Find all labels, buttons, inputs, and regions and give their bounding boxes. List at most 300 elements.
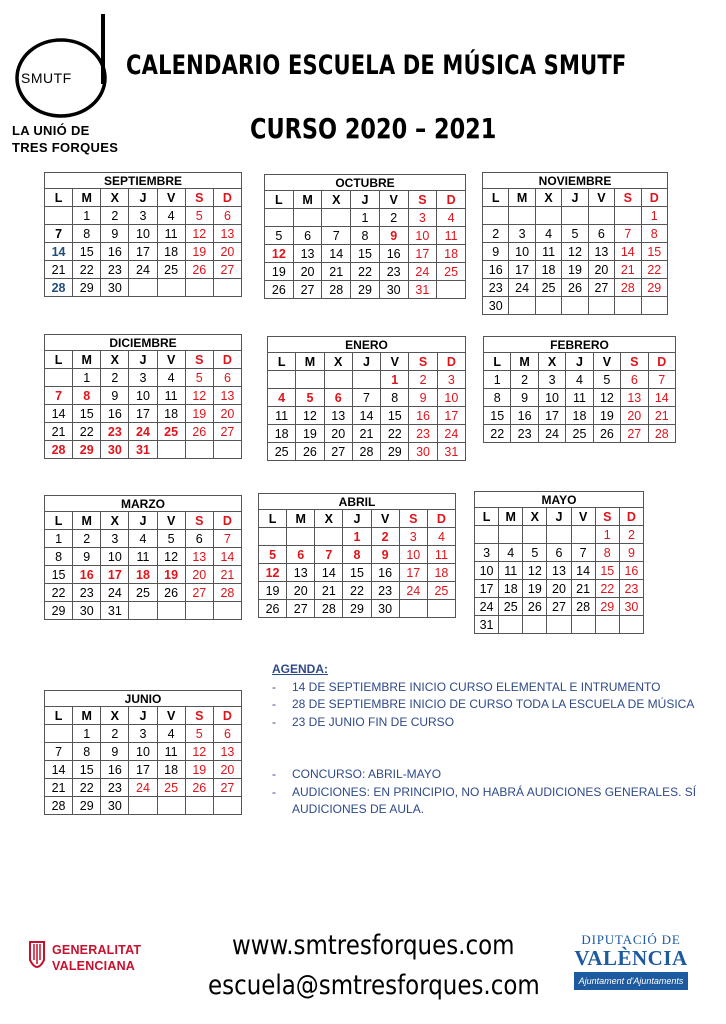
day-cell: 22 xyxy=(381,425,409,443)
weekday-header: L xyxy=(45,189,73,207)
logo-name-line2: TRES FORQUES xyxy=(12,140,119,155)
day-cell: 26 xyxy=(185,261,213,279)
weekday-header: X xyxy=(535,189,561,207)
day-cell: 12 xyxy=(523,562,547,580)
day-cell: 5 xyxy=(259,546,287,564)
weekday-header: D xyxy=(213,707,241,725)
weekday-header: V xyxy=(593,353,620,371)
day-cell: 10 xyxy=(129,225,157,243)
weekday-header: J xyxy=(566,353,593,371)
day-cell: 28 xyxy=(571,598,595,616)
day-cell: 4 xyxy=(437,209,466,227)
day-cell: 11 xyxy=(427,546,455,564)
day-cell: 26 xyxy=(157,584,185,602)
music-note-logo-icon xyxy=(6,6,146,126)
day-cell: 21 xyxy=(615,261,641,279)
day-cell: 1 xyxy=(351,209,380,227)
day-cell xyxy=(499,526,523,544)
day-cell: 23 xyxy=(483,279,509,297)
day-cell: 14 xyxy=(571,562,595,580)
day-cell: 24 xyxy=(129,423,157,441)
day-cell xyxy=(213,279,241,297)
day-cell: 3 xyxy=(129,369,157,387)
day-cell: 16 xyxy=(101,243,129,261)
day-cell: 3 xyxy=(101,530,129,548)
calendar-january xyxy=(267,336,466,461)
calendar-october xyxy=(264,174,466,299)
day-cell: 2 xyxy=(101,369,129,387)
day-cell: 16 xyxy=(73,566,101,584)
day-cell: 9 xyxy=(101,743,129,761)
day-cell: 9 xyxy=(511,389,538,407)
weekday-header: S xyxy=(595,508,619,526)
day-cell: 16 xyxy=(511,407,538,425)
day-cell: 21 xyxy=(45,261,73,279)
day-cell: 30 xyxy=(101,797,129,815)
day-cell: 11 xyxy=(157,743,185,761)
day-cell: 21 xyxy=(322,263,351,281)
day-cell xyxy=(523,616,547,634)
day-cell: 12 xyxy=(185,225,213,243)
day-cell: 25 xyxy=(268,443,296,461)
day-cell: 14 xyxy=(352,407,380,425)
day-cell xyxy=(483,207,509,225)
day-cell: 23 xyxy=(409,425,437,443)
day-cell: 17 xyxy=(129,405,157,423)
weekday-header: J xyxy=(129,512,157,530)
day-cell: 13 xyxy=(324,407,352,425)
day-cell xyxy=(615,207,641,225)
weekday-header: X xyxy=(101,707,129,725)
day-cell xyxy=(129,279,157,297)
day-cell: 21 xyxy=(213,566,241,584)
day-cell: 12 xyxy=(562,243,588,261)
day-cell: 8 xyxy=(351,227,380,245)
day-cell: 21 xyxy=(571,580,595,598)
day-cell: 9 xyxy=(379,227,408,245)
day-cell: 26 xyxy=(185,779,213,797)
day-cell: 2 xyxy=(409,371,437,389)
day-cell: 14 xyxy=(315,564,343,582)
weekday-header: D xyxy=(213,351,241,369)
weekday-header: V xyxy=(588,189,614,207)
generalitat-emblem-icon xyxy=(26,938,48,978)
day-cell: 11 xyxy=(535,243,561,261)
day-cell: 16 xyxy=(379,245,408,263)
day-cell: 1 xyxy=(381,371,409,389)
day-cell xyxy=(475,526,499,544)
day-cell: 4 xyxy=(157,207,185,225)
day-cell: 2 xyxy=(101,725,129,743)
calendar-june xyxy=(44,690,242,815)
day-cell: 21 xyxy=(45,779,73,797)
weekday-header: D xyxy=(437,353,465,371)
weekday-header: D xyxy=(427,510,455,528)
day-cell: 10 xyxy=(101,548,129,566)
day-cell: 3 xyxy=(129,725,157,743)
day-cell xyxy=(129,797,157,815)
day-cell: 21 xyxy=(315,582,343,600)
day-cell xyxy=(129,602,157,620)
smutf-logo xyxy=(6,6,146,156)
day-cell: 19 xyxy=(593,407,620,425)
day-cell: 17 xyxy=(129,243,157,261)
day-cell: 20 xyxy=(324,425,352,443)
day-cell: 29 xyxy=(73,279,101,297)
month-name: SEPTIEMBRE xyxy=(45,173,242,189)
day-cell: 22 xyxy=(343,582,371,600)
day-cell: 16 xyxy=(101,761,129,779)
month-name: OCTUBRE xyxy=(265,175,466,191)
day-cell: 25 xyxy=(566,425,593,443)
day-cell: 12 xyxy=(296,407,324,425)
day-cell: 26 xyxy=(259,600,287,618)
weekday-header: X xyxy=(538,353,565,371)
day-cell xyxy=(641,297,667,315)
weekday-header: D xyxy=(437,191,466,209)
day-cell: 22 xyxy=(73,779,101,797)
day-cell: 23 xyxy=(101,423,129,441)
month-name: MAYO xyxy=(475,492,644,508)
day-cell xyxy=(287,528,315,546)
month-name: NOVIEMBRE xyxy=(483,173,668,189)
weekday-header: M xyxy=(511,353,538,371)
weekday-header: D xyxy=(619,508,643,526)
day-cell xyxy=(352,371,380,389)
day-cell: 11 xyxy=(499,562,523,580)
day-cell xyxy=(157,797,185,815)
day-cell: 26 xyxy=(523,598,547,616)
day-cell: 9 xyxy=(619,544,643,562)
day-cell xyxy=(619,616,643,634)
day-cell: 19 xyxy=(523,580,547,598)
diputacio-valencia-logo xyxy=(566,928,696,994)
day-cell xyxy=(535,207,561,225)
day-cell: 10 xyxy=(399,546,427,564)
weekday-header: S xyxy=(185,512,213,530)
day-cell: 4 xyxy=(268,389,296,407)
day-cell: 24 xyxy=(408,263,437,281)
weekday-header: J xyxy=(562,189,588,207)
day-cell xyxy=(571,616,595,634)
day-cell: 14 xyxy=(45,243,73,261)
weekday-header: M xyxy=(296,353,324,371)
weekday-header: M xyxy=(287,510,315,528)
day-cell: 12 xyxy=(259,564,287,582)
day-cell: 16 xyxy=(483,261,509,279)
day-cell: 16 xyxy=(101,405,129,423)
weekday-header: S xyxy=(399,510,427,528)
logo-name xyxy=(12,122,118,156)
day-cell: 25 xyxy=(157,261,185,279)
gv-line2: VALENCIANA xyxy=(52,959,136,973)
day-cell: 1 xyxy=(73,369,101,387)
day-cell: 1 xyxy=(73,207,101,225)
day-cell: 27 xyxy=(287,600,315,618)
weekday-header: S xyxy=(185,707,213,725)
day-cell xyxy=(509,297,535,315)
day-cell: 17 xyxy=(129,761,157,779)
day-cell: 21 xyxy=(352,425,380,443)
day-cell: 27 xyxy=(547,598,571,616)
day-cell: 30 xyxy=(483,297,509,315)
day-cell: 30 xyxy=(101,279,129,297)
day-cell: 13 xyxy=(588,243,614,261)
day-cell: 7 xyxy=(45,225,73,243)
day-cell: 5 xyxy=(185,369,213,387)
weekday-header: X xyxy=(315,510,343,528)
weekday-header: M xyxy=(293,191,322,209)
day-cell: 10 xyxy=(475,562,499,580)
day-cell: 24 xyxy=(475,598,499,616)
day-cell xyxy=(45,369,73,387)
day-cell: 5 xyxy=(157,530,185,548)
calendar-march xyxy=(44,495,242,620)
day-cell: 18 xyxy=(499,580,523,598)
day-cell: 15 xyxy=(641,243,667,261)
day-cell: 24 xyxy=(509,279,535,297)
day-cell: 17 xyxy=(538,407,565,425)
day-cell: 15 xyxy=(484,407,511,425)
day-cell: 1 xyxy=(73,725,101,743)
weekday-header: J xyxy=(547,508,571,526)
day-cell: 15 xyxy=(381,407,409,425)
day-cell: 5 xyxy=(562,225,588,243)
day-cell: 20 xyxy=(185,566,213,584)
day-cell: 15 xyxy=(343,564,371,582)
day-cell xyxy=(45,207,73,225)
day-cell: 3 xyxy=(538,371,565,389)
day-cell xyxy=(562,297,588,315)
day-cell: 31 xyxy=(437,443,465,461)
day-cell: 26 xyxy=(593,425,620,443)
day-cell: 6 xyxy=(213,207,241,225)
day-cell: 12 xyxy=(185,387,213,405)
day-cell: 9 xyxy=(409,389,437,407)
weekday-header: V xyxy=(157,512,185,530)
day-cell xyxy=(547,526,571,544)
day-cell: 22 xyxy=(641,261,667,279)
weekday-header: X xyxy=(101,189,129,207)
day-cell: 28 xyxy=(45,279,73,297)
month-name: DICIEMBRE xyxy=(45,335,242,351)
day-cell xyxy=(213,441,241,459)
day-cell: 7 xyxy=(213,530,241,548)
day-cell: 5 xyxy=(593,371,620,389)
day-cell: 21 xyxy=(45,423,73,441)
day-cell: 13 xyxy=(293,245,322,263)
day-cell: 18 xyxy=(157,761,185,779)
weekday-header: J xyxy=(129,351,157,369)
day-cell xyxy=(45,725,73,743)
day-cell: 4 xyxy=(427,528,455,546)
day-cell xyxy=(259,528,287,546)
day-cell xyxy=(535,297,561,315)
day-cell: 24 xyxy=(129,779,157,797)
day-cell: 7 xyxy=(315,546,343,564)
day-cell: 22 xyxy=(73,261,101,279)
day-cell: 6 xyxy=(287,546,315,564)
day-cell xyxy=(324,371,352,389)
calendar-september xyxy=(44,172,242,297)
day-cell: 20 xyxy=(213,761,241,779)
weekday-header: J xyxy=(129,189,157,207)
day-cell: 5 xyxy=(296,389,324,407)
day-cell: 17 xyxy=(475,580,499,598)
day-cell: 27 xyxy=(588,279,614,297)
day-cell: 29 xyxy=(73,797,101,815)
day-cell: 3 xyxy=(509,225,535,243)
day-cell: 13 xyxy=(185,548,213,566)
day-cell: 17 xyxy=(509,261,535,279)
day-cell: 20 xyxy=(287,582,315,600)
day-cell: 10 xyxy=(408,227,437,245)
agenda-list xyxy=(258,679,698,732)
day-cell: 2 xyxy=(371,528,399,546)
day-cell: 10 xyxy=(509,243,535,261)
month-name: ENERO xyxy=(268,337,466,353)
month-name: ABRIL xyxy=(259,494,456,510)
day-cell: 5 xyxy=(185,207,213,225)
day-cell: 20 xyxy=(213,243,241,261)
day-cell: 9 xyxy=(371,546,399,564)
day-cell: 14 xyxy=(615,243,641,261)
day-cell: 14 xyxy=(648,389,675,407)
day-cell: 26 xyxy=(296,443,324,461)
day-cell: 8 xyxy=(595,544,619,562)
page-title: CALENDARIO ESCUELA DE MÚSICA SMUTF xyxy=(126,50,627,81)
day-cell: 12 xyxy=(265,245,294,263)
day-cell: 8 xyxy=(73,225,101,243)
day-cell xyxy=(268,371,296,389)
day-cell: 29 xyxy=(641,279,667,297)
day-cell: 15 xyxy=(45,566,73,584)
day-cell: 14 xyxy=(45,405,73,423)
day-cell: 6 xyxy=(621,371,648,389)
day-cell: 18 xyxy=(535,261,561,279)
weekday-header: V xyxy=(157,351,185,369)
day-cell: 9 xyxy=(101,225,129,243)
day-cell: 13 xyxy=(287,564,315,582)
day-cell: 8 xyxy=(343,546,371,564)
day-cell: 27 xyxy=(213,779,241,797)
day-cell: 7 xyxy=(45,743,73,761)
day-cell: 17 xyxy=(399,564,427,582)
day-cell: 11 xyxy=(268,407,296,425)
day-cell: 27 xyxy=(293,281,322,299)
day-cell: 4 xyxy=(157,369,185,387)
day-cell xyxy=(571,526,595,544)
day-cell xyxy=(296,371,324,389)
day-cell: 7 xyxy=(322,227,351,245)
day-cell: 27 xyxy=(324,443,352,461)
weekday-header: X xyxy=(322,191,351,209)
day-cell: 18 xyxy=(437,245,466,263)
day-cell: 13 xyxy=(621,389,648,407)
weekday-header: M xyxy=(499,508,523,526)
weekday-header: D xyxy=(213,189,241,207)
day-cell: 30 xyxy=(73,602,101,620)
calendar-april xyxy=(258,493,456,618)
day-cell: 13 xyxy=(213,743,241,761)
day-cell: 11 xyxy=(129,548,157,566)
day-cell: 7 xyxy=(648,371,675,389)
day-cell xyxy=(562,207,588,225)
weekday-header: V xyxy=(379,191,408,209)
day-cell: 28 xyxy=(213,584,241,602)
day-cell xyxy=(588,297,614,315)
day-cell: 28 xyxy=(45,797,73,815)
day-cell: 3 xyxy=(408,209,437,227)
day-cell: 28 xyxy=(45,441,73,459)
day-cell xyxy=(213,602,241,620)
day-cell xyxy=(185,441,213,459)
day-cell: 4 xyxy=(157,725,185,743)
day-cell: 16 xyxy=(371,564,399,582)
agenda-item: - 28 DE SEPTIEMBRE INICIO DE CURSO TODA LA ESCUELA DE MÚSICA xyxy=(258,696,698,714)
weekday-header: D xyxy=(213,512,241,530)
day-cell: 29 xyxy=(73,441,101,459)
day-cell: 11 xyxy=(437,227,466,245)
email-link[interactable]: escuela@smtresforques.com xyxy=(208,970,540,1001)
day-cell: 2 xyxy=(511,371,538,389)
weekday-header: L xyxy=(45,707,73,725)
agenda-item: - CONCURSO: ABRIL-MAYO xyxy=(258,766,698,784)
day-cell: 6 xyxy=(293,227,322,245)
day-cell: 21 xyxy=(648,407,675,425)
day-cell xyxy=(509,207,535,225)
day-cell xyxy=(547,616,571,634)
day-cell: 5 xyxy=(265,227,294,245)
weekday-header: V xyxy=(157,707,185,725)
day-cell xyxy=(595,616,619,634)
day-cell xyxy=(322,209,351,227)
agenda-item: - AUDICIONES: EN PRINCIPIO, NO HABRÁ AUDICIONES GENERALES. SÍ AUDICIONES DE AULA. xyxy=(258,784,698,819)
weekday-header: J xyxy=(129,707,157,725)
day-cell: 31 xyxy=(129,441,157,459)
day-cell: 23 xyxy=(73,584,101,602)
weekday-header: L xyxy=(265,191,294,209)
calendar-february xyxy=(483,336,676,443)
weekday-header: X xyxy=(101,351,129,369)
day-cell: 27 xyxy=(621,425,648,443)
weekday-header: L xyxy=(483,189,509,207)
day-cell: 2 xyxy=(619,526,643,544)
day-cell: 4 xyxy=(535,225,561,243)
day-cell: 8 xyxy=(484,389,511,407)
day-cell: 8 xyxy=(641,225,667,243)
day-cell: 25 xyxy=(535,279,561,297)
day-cell: 20 xyxy=(621,407,648,425)
weekday-header: S xyxy=(408,191,437,209)
weekday-header: X xyxy=(101,512,129,530)
day-cell: 26 xyxy=(265,281,294,299)
month-name: JUNIO xyxy=(45,691,242,707)
day-cell: 27 xyxy=(213,423,241,441)
day-cell: 29 xyxy=(351,281,380,299)
day-cell: 19 xyxy=(259,582,287,600)
weekday-header: M xyxy=(73,512,101,530)
day-cell: 23 xyxy=(511,425,538,443)
weekday-header: S xyxy=(185,351,213,369)
day-cell: 9 xyxy=(483,243,509,261)
day-cell xyxy=(499,616,523,634)
website-link[interactable]: www.smtresforques.com xyxy=(232,930,515,961)
day-cell: 11 xyxy=(566,389,593,407)
day-cell: 18 xyxy=(566,407,593,425)
day-cell: 29 xyxy=(595,598,619,616)
day-cell: 24 xyxy=(437,425,465,443)
